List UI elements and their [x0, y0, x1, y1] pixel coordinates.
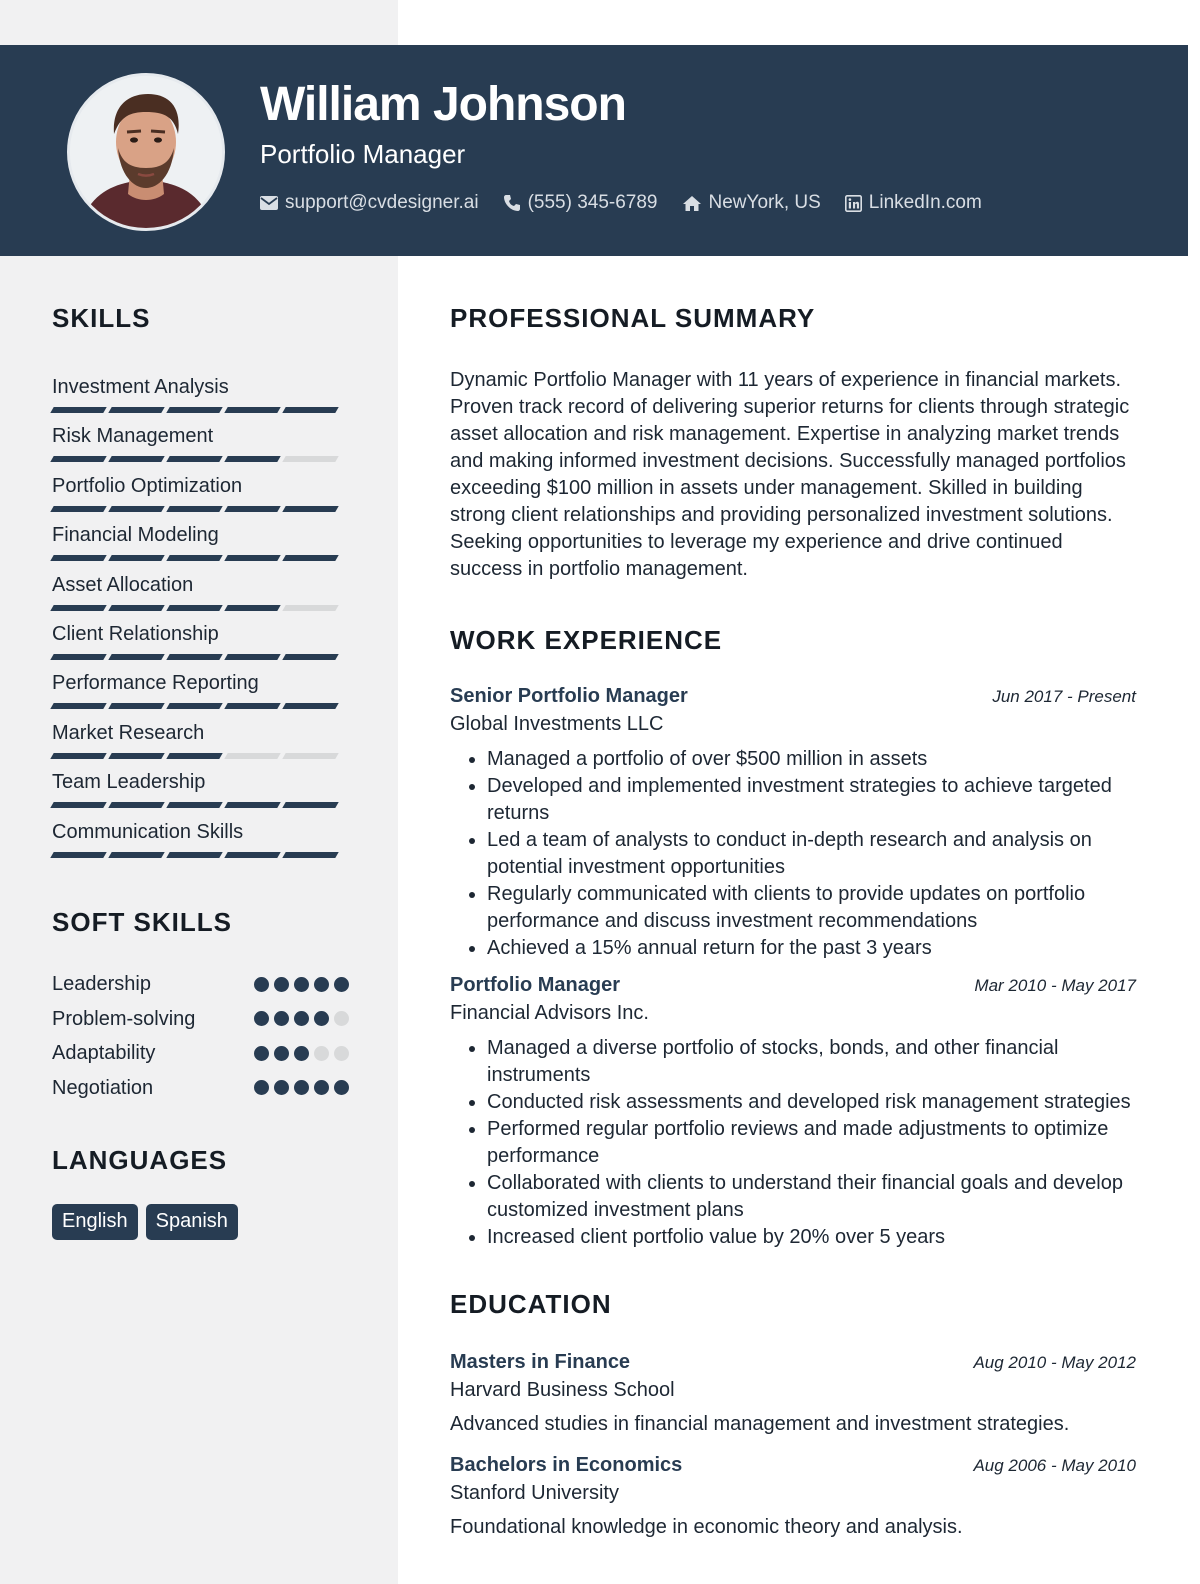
- rating-segment: [282, 802, 338, 808]
- rating-segment: [282, 506, 338, 512]
- rating-segment: [50, 753, 106, 759]
- envelope-icon: [260, 196, 278, 210]
- rating-segment: [166, 654, 222, 660]
- home-icon: [682, 195, 702, 212]
- skill-item: [52, 476, 352, 525]
- language-badge: Spanish: [146, 1204, 238, 1240]
- contact-email[interactable]: [260, 192, 479, 214]
- job-bullet: • Managed a portfolio of over $500 million in assets: [487, 746, 1136, 773]
- skill-rating-bar: [52, 703, 352, 709]
- rating-dot: [254, 1080, 269, 1095]
- skill-name: Communication Skills: [52, 820, 244, 843]
- soft-skill-name: Problem-solving: [52, 1007, 196, 1030]
- soft-skill-rating: [254, 1080, 352, 1095]
- candidate-name: William Johnson: [260, 78, 626, 131]
- skill-item: [52, 723, 352, 772]
- soft-skill-list: [52, 967, 352, 1105]
- education-school: Stanford University: [450, 1482, 619, 1504]
- rating-dot: [274, 1080, 289, 1095]
- skill-name: Performance Reporting: [52, 672, 259, 695]
- rating-segment: [224, 802, 280, 808]
- job-company: Global Investments LLC: [450, 713, 664, 735]
- skill-rating-bar: [52, 802, 352, 808]
- job-role: Senior Portfolio Manager: [450, 685, 688, 707]
- rating-segment: [282, 753, 338, 759]
- rating-segment: [108, 753, 164, 759]
- summary-text: Dynamic Portfolio Manager with 11 years of experience in financial markets. Proven track record of delivering superior returns for clients through strategic asset allocation and risk management. Expertise in analyzing market trends and making informed investment decisions. Successfully managed portfolios exceeding $100 million in assets under management. Skilled in building strong client relationships and providing personalized investment solutions. Seeking opportunities to leverage my experience and drive continued success in portfolio management.: [450, 369, 1130, 580]
- job-bullet: • Managed a diverse portfolio of stocks, bonds, and other financial instruments: [487, 1035, 1136, 1089]
- soft-skill-name: Leadership: [52, 973, 151, 996]
- languages-heading: LANGUAGES: [52, 1145, 228, 1176]
- rating-segment: [108, 654, 164, 660]
- skill-rating-bar: [52, 605, 352, 611]
- phone-text: (555) 345-6789: [527, 192, 658, 213]
- job-bullet: • Developed and implemented investment strategies to achieve targeted returns: [487, 773, 1136, 827]
- main-content: [450, 305, 1136, 1539]
- job-header: [450, 685, 1136, 708]
- rating-segment: [50, 654, 106, 660]
- skill-name: Investment Analysis: [52, 376, 229, 398]
- education-degree: Bachelors in Economics: [450, 1454, 683, 1476]
- skill-rating-bar: [52, 852, 352, 858]
- job-bullets: [450, 1035, 1136, 1251]
- job-list: [450, 685, 1136, 1251]
- skill-name: Team Leadership: [52, 771, 206, 794]
- rating-segment: [166, 456, 222, 462]
- soft-skill-item: [52, 1071, 352, 1106]
- skill-name: Risk Management: [52, 425, 214, 448]
- skill-item: [52, 624, 352, 673]
- resume-header: [0, 45, 1188, 256]
- rating-dot: [294, 1046, 309, 1061]
- job-company: Financial Advisors Inc.: [450, 1002, 649, 1024]
- rating-segment: [50, 456, 106, 462]
- rating-segment: [108, 407, 164, 413]
- education-entry: [450, 1351, 1136, 1436]
- phone-icon: [503, 194, 521, 212]
- skill-name: Market Research: [52, 721, 205, 744]
- soft-skills-heading: SOFT SKILLS: [52, 906, 232, 937]
- skills-heading: SKILLS: [52, 303, 151, 333]
- skill-list: [52, 377, 352, 871]
- job-bullet: • Regularly communicated with clients to provide updates on portfolio performance and discuss investment recommendations: [487, 881, 1136, 935]
- education-degree: Masters in Finance: [450, 1351, 631, 1373]
- candidate-title: Portfolio Manager: [260, 139, 466, 169]
- rating-segment: [108, 703, 164, 709]
- rating-segment: [166, 703, 222, 709]
- work-heading: WORK EXPERIENCE: [450, 625, 723, 655]
- summary-heading: PROFESSIONAL SUMMARY: [450, 303, 816, 333]
- job-bullet: • Performed regular portfolio reviews and made adjustments to optimize performance: [487, 1116, 1136, 1170]
- rating-dot: [334, 1011, 349, 1026]
- soft-skill-rating: [254, 1011, 352, 1026]
- language-list: [52, 1204, 352, 1240]
- job-entry: [450, 685, 1136, 962]
- rating-segment: [50, 852, 106, 858]
- job-entry: [450, 974, 1136, 1251]
- job-role: Portfolio Manager: [450, 974, 621, 996]
- sidebar: [52, 305, 352, 1240]
- contact-location: [682, 192, 821, 214]
- soft-skill-rating: [254, 1046, 352, 1061]
- education-entry: [450, 1454, 1136, 1539]
- language-badge: English: [52, 1204, 138, 1240]
- job-bullet: • Conducted risk assessments and developed risk management strategies: [487, 1089, 1136, 1116]
- rating-dot: [314, 1046, 329, 1061]
- rating-segment: [282, 703, 338, 709]
- rating-segment: [166, 802, 222, 808]
- job-dates: Jun 2017 - Present: [992, 687, 1136, 706]
- job-bullet: • Collaborated with clients to understand their financial goals and develop customized investment plans: [487, 1170, 1136, 1224]
- rating-segment: [108, 852, 164, 858]
- rating-segment: [282, 654, 338, 660]
- education-dates: Aug 2006 - May 2010: [973, 1456, 1136, 1475]
- skill-item: [52, 673, 352, 722]
- rating-segment: [282, 555, 338, 561]
- contact-phone[interactable]: [503, 192, 658, 214]
- job-bullet: • Increased client portfolio value by 20% over 5 years: [487, 1224, 1136, 1251]
- rating-segment: [166, 852, 222, 858]
- rating-segment: [166, 407, 222, 413]
- rating-dot: [314, 977, 329, 992]
- rating-segment: [224, 605, 280, 611]
- rating-segment: [50, 506, 106, 512]
- skill-name: Client Relationship: [52, 622, 219, 645]
- rating-dot: [294, 1011, 309, 1026]
- education-heading: EDUCATION: [450, 1289, 612, 1319]
- education-header: [450, 1454, 1136, 1477]
- rating-segment: [108, 605, 164, 611]
- skill-name: Portfolio Optimization: [52, 474, 243, 497]
- skill-item: [52, 525, 352, 574]
- job-header: [450, 974, 1136, 997]
- rating-segment: [50, 802, 106, 808]
- rating-segment: [224, 654, 280, 660]
- rating-dot: [314, 1080, 329, 1095]
- skill-rating-bar: [52, 456, 352, 462]
- rating-segment: [224, 506, 280, 512]
- skill-name: Financial Modeling: [52, 524, 219, 547]
- email-text: support@cvdesigner.ai: [285, 192, 479, 213]
- skill-rating-bar: [52, 506, 352, 512]
- skill-item: [52, 377, 352, 426]
- rating-segment: [108, 456, 164, 462]
- soft-skill-item: [52, 1036, 352, 1071]
- soft-skill-item: [52, 1002, 352, 1037]
- soft-skill-name: Adaptability: [52, 1042, 156, 1065]
- skill-rating-bar: [52, 654, 352, 660]
- rating-segment: [108, 555, 164, 561]
- rating-segment: [50, 703, 106, 709]
- rating-segment: [50, 555, 106, 561]
- rating-segment: [282, 852, 338, 858]
- rating-segment: [108, 506, 164, 512]
- rating-dot: [334, 1080, 349, 1095]
- contact-bar: [260, 192, 982, 214]
- rating-segment: [166, 605, 222, 611]
- rating-segment: [224, 852, 280, 858]
- rating-segment: [282, 605, 338, 611]
- skill-name: Asset Allocation: [52, 573, 194, 596]
- education-list: [450, 1351, 1136, 1539]
- soft-skill-item: [52, 967, 352, 1002]
- rating-segment: [224, 555, 280, 561]
- skill-rating-bar: [52, 555, 352, 561]
- job-bullets: [450, 746, 1136, 962]
- education-description: Foundational knowledge in economic theory and analysis.: [450, 1516, 963, 1538]
- rating-dot: [334, 977, 349, 992]
- education-header: [450, 1351, 1136, 1374]
- soft-skill-rating: [254, 977, 352, 992]
- rating-segment: [108, 802, 164, 808]
- rating-segment: [224, 703, 280, 709]
- rating-segment: [282, 456, 338, 462]
- rating-segment: [166, 506, 222, 512]
- rating-dot: [254, 977, 269, 992]
- rating-dot: [254, 1011, 269, 1026]
- rating-dot: [274, 1011, 289, 1026]
- rating-dot: [254, 1046, 269, 1061]
- skill-rating-bar: [52, 753, 352, 759]
- rating-segment: [166, 753, 222, 759]
- rating-dot: [274, 1046, 289, 1061]
- job-dates: Mar 2010 - May 2017: [974, 976, 1136, 995]
- education-description: Advanced studies in financial management and investment strategies.: [450, 1413, 1070, 1435]
- linkedin-icon: [845, 195, 862, 212]
- education-school: Harvard Business School: [450, 1379, 675, 1401]
- rating-dot: [274, 977, 289, 992]
- rating-segment: [282, 407, 338, 413]
- linkedin-text: LinkedIn.com: [868, 192, 982, 213]
- rating-dot: [314, 1011, 329, 1026]
- contact-linkedin[interactable]: [845, 192, 982, 214]
- location-text: NewYork, US: [708, 192, 821, 213]
- rating-segment: [166, 555, 222, 561]
- skill-rating-bar: [52, 407, 352, 413]
- skill-item: [52, 426, 352, 475]
- rating-segment: [50, 605, 106, 611]
- rating-segment: [224, 456, 280, 462]
- skill-item: [52, 575, 352, 624]
- rating-dot: [294, 977, 309, 992]
- rating-segment: [224, 407, 280, 413]
- rating-dot: [294, 1080, 309, 1095]
- job-bullet: • Achieved a 15% annual return for the past 3 years: [487, 935, 1136, 962]
- job-bullet: • Led a team of analysts to conduct in-depth research and analysis on potential investment opportunities: [487, 827, 1136, 881]
- profile-photo: [67, 73, 225, 231]
- rating-dot: [334, 1046, 349, 1061]
- rating-segment: [224, 753, 280, 759]
- skill-item: [52, 772, 352, 821]
- education-dates: Aug 2010 - May 2012: [973, 1353, 1136, 1372]
- rating-segment: [50, 407, 106, 413]
- soft-skill-name: Negotiation: [52, 1076, 154, 1099]
- skill-item: [52, 822, 352, 871]
